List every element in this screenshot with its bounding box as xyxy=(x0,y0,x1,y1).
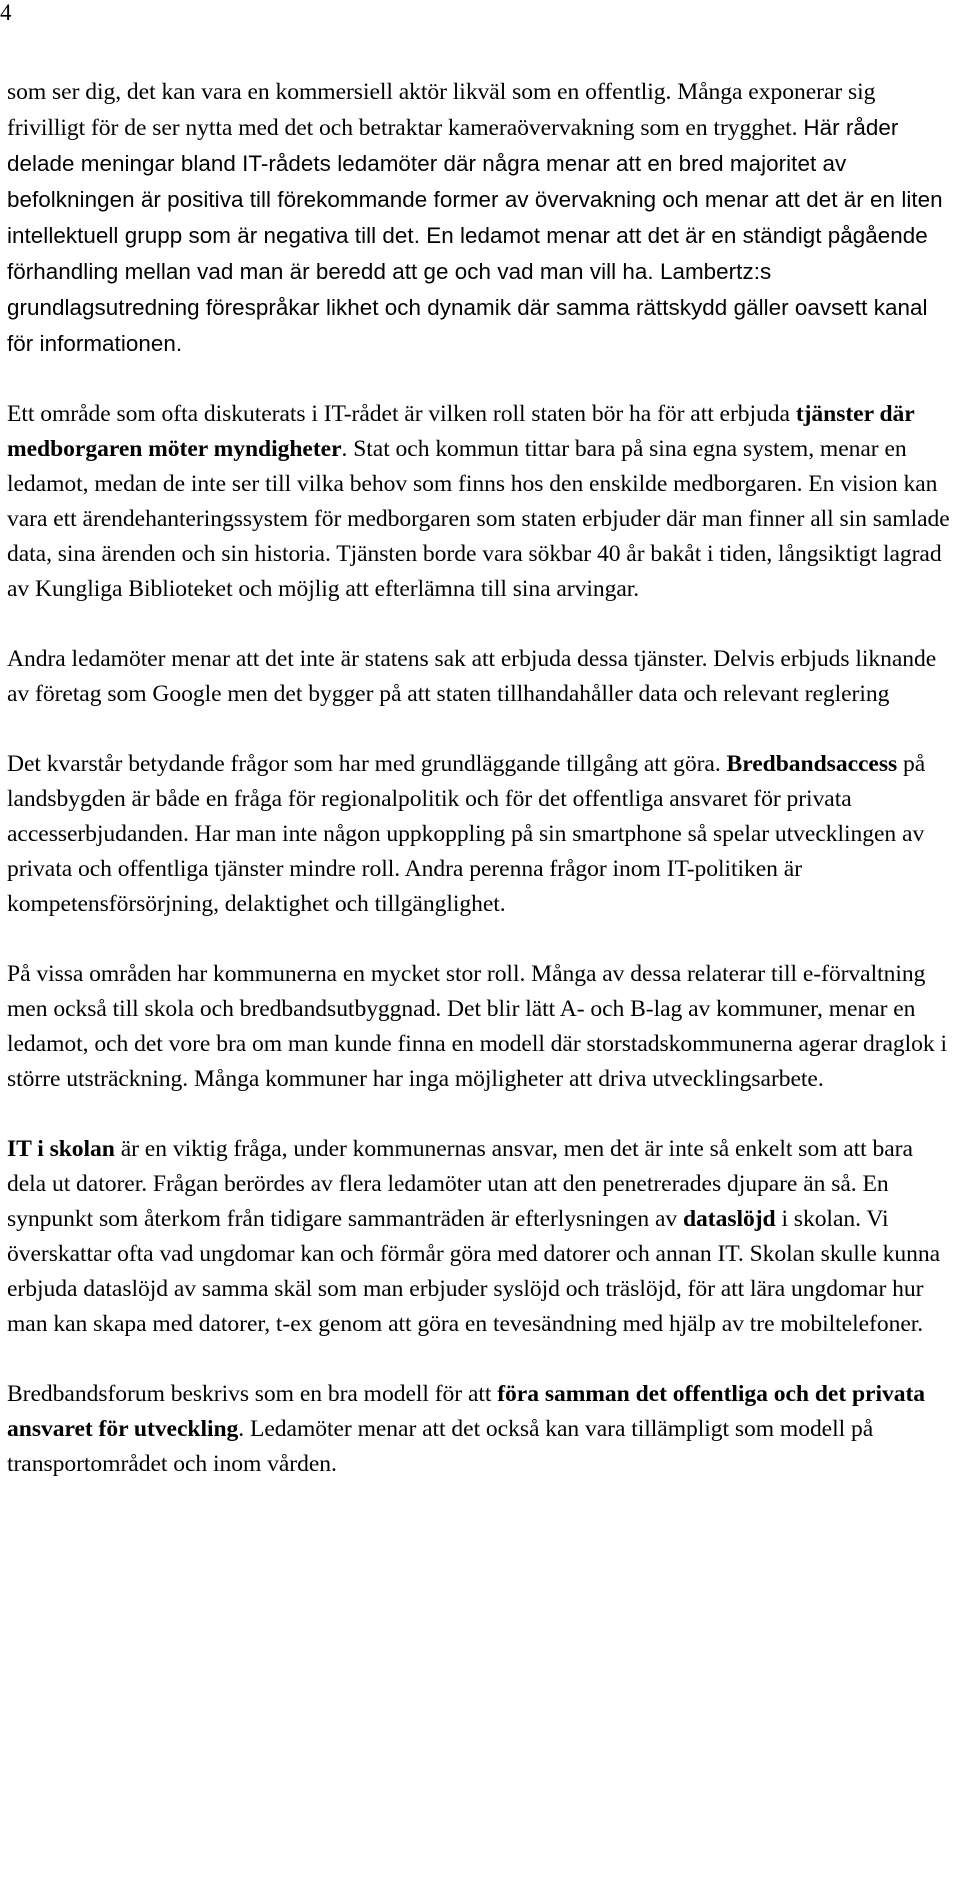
emphasis-text: tjänster där medborgaren möter myndigheter xyxy=(7,401,915,462)
paragraph-text: Ett område som ofta diskuterats i IT-rådet är vilken roll staten bör ha för att erbjuda xyxy=(7,401,796,427)
paragraph-text: Det kvarstår betydande frågor som har med grundläggande tillgång att göra. xyxy=(7,751,727,777)
paragraph-text: Andra ledamöter menar att det inte är statens sak att erbjuda dessa tjänster. Delvis erbjuds liknande av företag som Google men det bygger på att staten tillhandahåller data och relevant reglering xyxy=(7,646,937,707)
page-number: 4 xyxy=(0,0,12,25)
emphasis-text: dataslöjd xyxy=(682,1206,776,1232)
paragraph-it-in-school xyxy=(7,1132,953,1342)
paragraph-broadband-forum xyxy=(7,1377,953,1482)
paragraph-other-members xyxy=(7,642,953,712)
paragraph-text-sans: Här råder delade meningar bland IT-rådets ledamöter där några menar att en bred majoritet av befolkningen är positiva till förekommande former av övervakning och menar att det är en liten intellektuell grupp som är negativa till det. En ledamot menar att det är en ständigt pågående förhandling mellan vad man är beredd att ge och vad man vill ha. Lambertz:s grundlagsutredning förespråkar likhet och dynamik där samma rättskydd gäller oavsett kanal för informationen. xyxy=(7,115,943,356)
emphasis-text: föra samman det offentliga och det privata ansvaret för utveckling xyxy=(7,1381,926,1442)
emphasis-text: Bredbandsaccess xyxy=(726,751,898,777)
paragraph-text: Bredbandsforum beskrivs som en bra modell för att xyxy=(7,1381,498,1407)
paragraph-text: är en viktig fråga, under kommunernas ansvar, men det är inte så enkelt som att bara dela ut datorer. Frågan berördes av flera ledamöter utan att den penetrerades djupare än så. En synpunkt som återkom från tidigare sammanträden är efterlysningen av xyxy=(7,1136,913,1232)
paragraph-text: i skolan. Vi överskattar ofta vad ungdomar kan och förmår göra med datorer och annan IT. Skolan skulle kunna erbjuda dataslöjd av samma skäl som man erbjuder syslöjd och träslöjd, för att lära ungdomar hur man kan skapa med datorer, t-ex genom att göra en tevesändning med hjälp av tre mobiltelefoner. xyxy=(7,1206,940,1337)
paragraph-text: som ser dig, det kan vara en kommersiell aktör likväl som en offentlig. Många exponerar sig frivilligt för de ser nytta med det och betraktar kameraövervakning som en trygghet. xyxy=(7,79,876,141)
paragraph-text: . Ledamöter menar att det också kan vara tillämpligt som modell på transportområdet och inom vården. xyxy=(7,1416,874,1477)
paragraph-municipalities xyxy=(7,957,953,1097)
paragraph-text: På vissa områden har kommunerna en mycket stor roll. Många av dessa relaterar till e-förvaltning men också till skola och bredbandsutbyggnad. Det blir lätt A- och B-lag av kommuner, menar en ledamot, och det vore bra om man kunde finna en modell där storstadskommunerna agerar draglok i större utsträckning. Många kommuner har inga möjligheter att driva utvecklingsarbete. xyxy=(7,961,948,1092)
emphasis-text: IT i skolan xyxy=(7,1136,115,1162)
paragraph-broadband-access xyxy=(7,747,953,922)
paragraph-state-services xyxy=(7,397,953,607)
paragraph-surveillance xyxy=(7,75,953,362)
document-body xyxy=(7,75,953,1482)
paragraph-text: på landsbygden är både en fråga för regionalpolitik och för det offentliga ansvaret för privata accesserbjudanden. Har man inte någon uppkoppling på sin smartphone så spelar utvecklingen av privata och offentliga tjänster mindre roll. Andra perenna frågor inom IT-politiken är kompetensförsörjning, delaktighet och tillgänglighet. xyxy=(7,751,926,917)
paragraph-text: . Stat och kommun tittar bara på sina egna system, menar en ledamot, medan de inte ser till vilka behov som finns hos den enskilde medborgaren. En vision kan vara ett ärendehanteringssystem för medborgaren som staten erbjuder där man finner all sin samlade data, sina ärenden och sin historia. Tjänsten borde vara sökbar 40 år bakåt i tiden, långsiktigt lagrad av Kungliga Biblioteket och möjlig att efterlämna till sina arvingar. xyxy=(7,436,950,602)
